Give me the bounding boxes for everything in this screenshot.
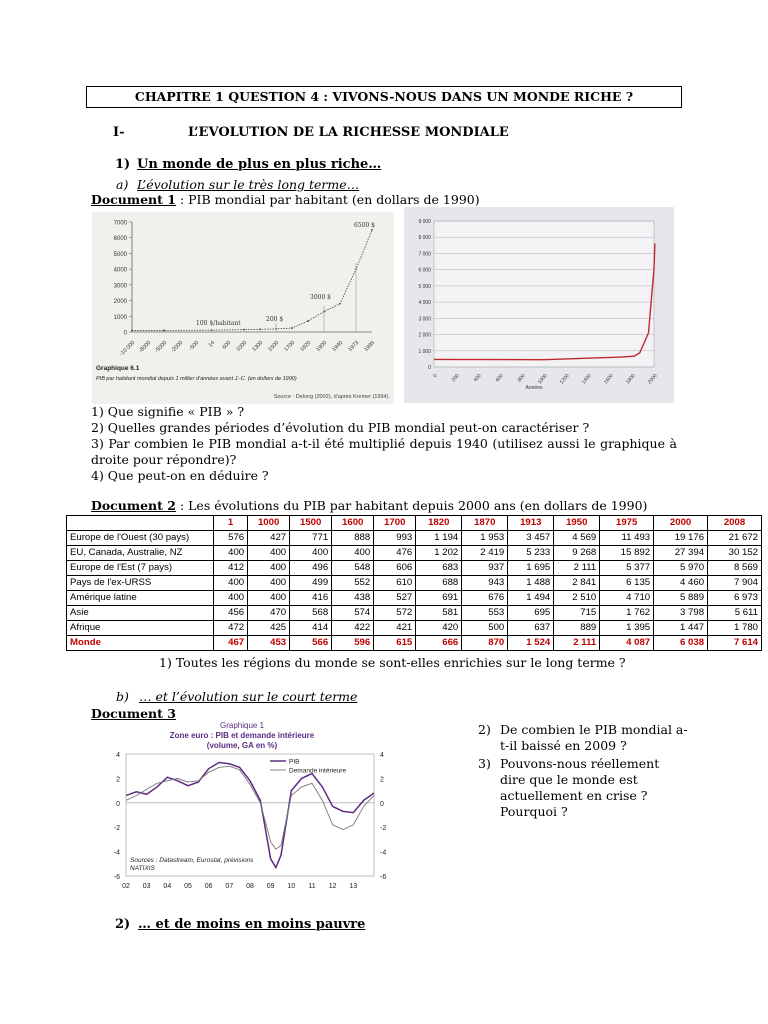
annotation: 200 $: [266, 316, 284, 323]
table-header-row: [67, 516, 762, 531]
y-tick-label: 2000: [113, 299, 127, 306]
table-cell: 27 394: [654, 546, 708, 561]
table-cell: 476: [374, 546, 416, 561]
table-column-header: 1950: [554, 516, 600, 531]
x-tick-label: 600: [221, 340, 233, 351]
table-cell: 5 377: [600, 561, 654, 576]
table-cell: 1 524: [508, 636, 554, 651]
subsection-title: Un monde de plus en plus riche…: [137, 157, 382, 172]
table-cell: 400: [214, 576, 248, 591]
subsection-b-title: … et l’évolution sur le court terme: [139, 689, 358, 704]
y-tick-label: 9 000: [418, 219, 431, 225]
table-cell: 552: [332, 576, 374, 591]
table-cell: 496: [290, 561, 332, 576]
series-line-pib: [126, 763, 374, 868]
document-1-heading: [91, 192, 480, 208]
table-cell: 6 135: [600, 576, 654, 591]
table-row: [67, 531, 762, 546]
subsection-a-title: L’évolution sur le très long terme…: [137, 177, 360, 192]
table-cell: 3 798: [654, 606, 708, 621]
table-column-header: 1913: [508, 516, 554, 531]
y-tick-label: 7000: [113, 220, 127, 227]
table-column-header: 2000: [654, 516, 708, 531]
table-cell: 6 038: [654, 636, 708, 651]
x-tick-label: 1300: [251, 340, 265, 353]
table-column-header: 2008: [708, 516, 762, 531]
data-point: [163, 330, 165, 332]
table-cell: 9 268: [554, 546, 600, 561]
x-tick-label: 03: [142, 883, 151, 890]
table-row: [67, 606, 762, 621]
document-1-label: Document 1: [91, 192, 176, 207]
document-2-heading: [91, 498, 647, 514]
question-number: 3): [478, 756, 491, 771]
x-tick-label: 2000: [646, 373, 659, 386]
table-cell: 596: [332, 636, 374, 651]
subsection-b-number: b): [116, 689, 129, 704]
table-cell: 427: [248, 531, 290, 546]
x-tick-label: 10: [287, 883, 296, 890]
gdp-table: [66, 515, 762, 651]
table-cell: 7 904: [708, 576, 762, 591]
table-cell: 683: [416, 561, 462, 576]
table-cell: 2 419: [462, 546, 508, 561]
table-cell: 4 087: [600, 636, 654, 651]
x-tick-label: 1000: [235, 340, 249, 353]
question-table: 1) Toutes les régions du monde se sont-elles enrichies sur le long terme ?: [159, 655, 626, 670]
table-cell: 4 569: [554, 531, 600, 546]
question-doc3-3: [478, 756, 688, 820]
table-row-label: Europe de l'Ouest (30 pays): [67, 531, 214, 546]
x-tick-label: -2000: [170, 340, 185, 355]
table-cell: 500: [462, 621, 508, 636]
x-tick-label: 1800: [624, 373, 637, 386]
x-tick-label: 1400: [580, 373, 593, 386]
x-tick-label: 06: [204, 883, 213, 890]
x-tick-label: 800: [516, 373, 527, 384]
caption-subtitle: PIB par habitant mondial depuis 1 millier d'années avant J.-C. (en dollars de 1990): [96, 376, 297, 382]
table-cell: 30 152: [708, 546, 762, 561]
table-cell: 453: [248, 636, 290, 651]
document-1-caption: : PIB mondial par habitant (en dollars de 1990): [175, 192, 480, 207]
table-column-header: 1975: [600, 516, 654, 531]
table-column-header: 1500: [290, 516, 332, 531]
data-point: [371, 229, 373, 231]
legend-label: Demande intérieure: [289, 767, 347, 775]
document-2-label: Document 2: [91, 498, 176, 513]
x-tick-label: 11: [308, 883, 316, 890]
subsection-2-number: 2): [115, 917, 131, 932]
table-cell: 1 202: [416, 546, 462, 561]
table-cell: 400: [248, 561, 290, 576]
data-point: [307, 320, 309, 322]
y-tick-label: 0: [428, 365, 431, 371]
table-cell: 400: [248, 576, 290, 591]
data-point: [243, 329, 245, 331]
table-row: [67, 561, 762, 576]
y-tick-label: 1 000: [418, 348, 431, 355]
table-cell: 3 457: [508, 531, 554, 546]
source-label: Sources : Datastream, Eurostat, prévisions: [130, 857, 254, 864]
x-tick-label: 1000: [536, 373, 549, 386]
y-tick-label: 5 000: [418, 283, 431, 290]
table-column-header: 1600: [332, 516, 374, 531]
y-tick-label: 3000: [113, 283, 127, 290]
table-cell: 937: [462, 561, 508, 576]
table-cell: 8 569: [708, 561, 762, 576]
table-row: [67, 546, 762, 561]
table-cell: 889: [554, 621, 600, 636]
legend-label: PIB: [289, 758, 300, 766]
y-tick-label: 4: [116, 752, 120, 759]
plot-area: [434, 221, 654, 367]
table-cell: 2 841: [554, 576, 600, 591]
table-row: [67, 636, 762, 651]
x-tick-label: 1995: [363, 340, 377, 353]
table-cell: 414: [290, 621, 332, 636]
y-tick-label: 4000: [113, 267, 127, 274]
x-tick-label: 1973: [347, 340, 361, 353]
x-tick-label: 1900: [315, 340, 329, 353]
question-text: De combien le PIB mondial a-t-il baissé en 2009 ?: [500, 722, 688, 753]
x-tick-label: 05: [184, 883, 192, 890]
y-tick-label: 2 000: [418, 332, 431, 339]
y-tick-label: 8 000: [418, 235, 431, 242]
table-cell: 4 710: [600, 591, 654, 606]
source-label: NATIXIS: [130, 865, 155, 872]
table-cell: 695: [508, 606, 554, 621]
table-cell: 400: [290, 546, 332, 561]
x-tick-label: 1200: [558, 373, 571, 386]
table-cell: 688: [416, 576, 462, 591]
chart-subtitle: (volume, GA en %): [206, 741, 278, 750]
table-cell: 1 488: [508, 576, 554, 591]
table-cell: 1 494: [508, 591, 554, 606]
questions-doc1: [91, 404, 677, 484]
table-cell: 21 672: [708, 531, 762, 546]
source-label: Source : Delong (2002), d'après Kremer (1994).: [273, 394, 390, 400]
data-point: [291, 327, 293, 329]
table-cell: 5 233: [508, 546, 554, 561]
x-tick-label: 07: [225, 883, 234, 890]
table-cell: 470: [248, 606, 290, 621]
table-cell: 2 510: [554, 591, 600, 606]
x-tick-label: 1500: [267, 340, 281, 353]
table-cell: 870: [462, 636, 508, 651]
chart-pib-photo: [404, 207, 674, 403]
table-column-header: 1870: [462, 516, 508, 531]
question-3: 3) Par combien le PIB mondial a-t-il été multiplié depuis 1940 (utilisez aussi le graphique à droite pour répondre)?: [91, 436, 677, 467]
table-cell: 11 493: [600, 531, 654, 546]
question-number: 2): [478, 722, 491, 737]
table-cell: 5 611: [708, 606, 762, 621]
table-row-label: Pays de l'ex-URSS: [67, 576, 214, 591]
table-cell: 581: [416, 606, 462, 621]
table-cell: 5 970: [654, 561, 708, 576]
table-cell: 676: [462, 591, 508, 606]
x-tick-label: -500: [188, 340, 201, 353]
table-row-label: Europe de l'Est (7 pays): [67, 561, 214, 576]
table-row: [67, 591, 762, 606]
x-tick-label: -8000: [138, 340, 153, 355]
x-tick-label: -5000: [154, 340, 169, 355]
chart-subtitle: Zone euro : PIB et demande intérieure: [169, 731, 315, 740]
y-tick-label: 2: [116, 776, 120, 784]
table-column-header: 1700: [374, 516, 416, 531]
y-tick-label: -2: [113, 825, 120, 833]
table-cell: 610: [374, 576, 416, 591]
table-cell: 576: [214, 531, 248, 546]
x-tick-label: 400: [472, 373, 483, 384]
table-cell: 2 111: [554, 636, 600, 651]
table-cell: 1 780: [708, 621, 762, 636]
table-cell: 606: [374, 561, 416, 576]
table-cell: 400: [214, 591, 248, 606]
table-cell: 771: [290, 531, 332, 546]
table-cell: 422: [332, 621, 374, 636]
question-doc3-2: [478, 722, 688, 754]
table-cell: 993: [374, 531, 416, 546]
subsection-number: 1): [115, 157, 131, 172]
page-title: CHAPITRE 1 QUESTION 4 : VIVONS-NOUS DANS UN MONDE RICHE ?: [86, 86, 682, 108]
table-cell: 1 194: [416, 531, 462, 546]
x-tick-label: 08: [246, 883, 254, 890]
table-cell: 715: [554, 606, 600, 621]
y-tick-label-right: -2: [380, 825, 387, 833]
x-tick-label: 1940: [331, 340, 345, 353]
table-cell: 7 614: [708, 636, 762, 651]
y-tick-label: 5000: [113, 251, 127, 258]
x-tick-label: 02: [122, 883, 130, 890]
question-text: Pouvons-nous réellement dire que le monde est actuellement en crise ? Pourquoi ?: [500, 756, 660, 819]
y-tick-label-right: -4: [380, 849, 387, 857]
data-line: [132, 230, 372, 331]
table-cell: 499: [290, 576, 332, 591]
table-cell: 19 176: [654, 531, 708, 546]
data-point: [259, 328, 261, 330]
table-row-label: Amérique latine: [67, 591, 214, 606]
data-point: [339, 303, 341, 305]
subsection-a-number: a): [116, 177, 129, 192]
y-tick-label: 6000: [113, 236, 127, 243]
x-axis-label: Années: [525, 385, 543, 391]
x-tick-label: -10 000: [118, 340, 137, 358]
section-title: L’EVOLUTION DE LA RICHESSE MONDIALE: [188, 125, 509, 140]
y-tick-label: 0: [123, 330, 127, 337]
table-row: [67, 621, 762, 636]
table-row-label: Afrique: [67, 621, 214, 636]
chart-eurozone-svg: [92, 718, 392, 894]
table-corner: [67, 516, 214, 531]
x-tick-label: 09: [266, 883, 275, 890]
table-cell: 5 889: [654, 591, 708, 606]
table-cell: 527: [374, 591, 416, 606]
subsection-2-title: … et de moins en moins pauvre: [138, 917, 366, 932]
table-column-header: 1: [214, 516, 248, 531]
table-cell: 400: [248, 591, 290, 606]
data-point: [131, 330, 133, 332]
y-tick-label: -6: [113, 874, 120, 881]
table-row-label: Asie: [67, 606, 214, 621]
y-tick-label: 3 000: [418, 316, 431, 323]
x-tick-label: 12: [328, 883, 337, 890]
annotation: 100 $/habitant: [196, 319, 241, 327]
x-tick-label: 600: [494, 373, 505, 384]
table-row: [67, 576, 762, 591]
table-cell: 472: [214, 621, 248, 636]
x-tick-label: 1820: [299, 340, 313, 353]
table-cell: 2 111: [554, 561, 600, 576]
table-cell: 615: [374, 636, 416, 651]
x-tick-label: 13: [349, 883, 358, 890]
question-1: 1) Que signifie « PIB » ?: [91, 404, 245, 419]
x-tick-label: 1600: [602, 373, 615, 386]
table-cell: 438: [332, 591, 374, 606]
chart-pib-photo-svg: [404, 207, 674, 403]
y-tick-label: -4: [113, 849, 120, 857]
table-cell: 637: [508, 621, 554, 636]
table-cell: 574: [332, 606, 374, 621]
table-cell: 15 892: [600, 546, 654, 561]
table-cell: 1 953: [462, 531, 508, 546]
y-tick-label: 6 000: [418, 267, 431, 274]
table-cell: 467: [214, 636, 248, 651]
chart-eurozone: [92, 718, 392, 894]
table-cell: 412: [214, 561, 248, 576]
table-cell: 425: [248, 621, 290, 636]
chart-pib-longterm-scan: [92, 212, 394, 404]
section-number: I-: [113, 125, 125, 140]
annotation: 3000 $: [310, 293, 331, 301]
y-tick-label-right: -6: [380, 874, 387, 881]
x-tick-label: 200: [450, 373, 461, 384]
table-cell: 888: [332, 531, 374, 546]
table-cell: 691: [416, 591, 462, 606]
x-tick-label: 04: [163, 883, 172, 890]
table-column-header: 1000: [248, 516, 290, 531]
data-point: [211, 329, 213, 331]
x-tick-label: 14: [207, 340, 217, 349]
caption-title: Graphique 6.1: [96, 365, 140, 372]
y-tick-label: 1000: [113, 314, 127, 321]
question-2: 2) Quelles grandes périodes d’évolution du PIB mondial peut-on caractériser ?: [91, 420, 590, 435]
table-cell: 548: [332, 561, 374, 576]
y-tick-label: 4 000: [418, 300, 431, 307]
table-cell: 1 447: [654, 621, 708, 636]
table-cell: 400: [214, 546, 248, 561]
table-cell: 420: [416, 621, 462, 636]
table-cell: 1 395: [600, 621, 654, 636]
x-tick-label: 0: [432, 373, 439, 379]
document-3-label: Document 3: [91, 706, 176, 721]
table-cell: 456: [214, 606, 248, 621]
table-cell: 6 973: [708, 591, 762, 606]
question-4: 4) Que peut-on en déduire ?: [91, 468, 269, 483]
annotation: 6500 $: [354, 221, 375, 229]
table-cell: 400: [248, 546, 290, 561]
questions-doc3: [478, 722, 688, 820]
document-2-caption: : Les évolutions du PIB par habitant depuis 2000 ans (en dollars de 1990): [175, 498, 648, 513]
table-row-label: EU, Canada, Australie, NZ: [67, 546, 214, 561]
table-cell: 416: [290, 591, 332, 606]
table-cell: 1 762: [600, 606, 654, 621]
table-cell: 400: [332, 546, 374, 561]
x-tick-label: 1700: [283, 340, 297, 353]
y-tick-label-right: 4: [380, 752, 384, 759]
table-column-header: 1820: [416, 516, 462, 531]
table-cell: 943: [462, 576, 508, 591]
table-cell: 1 695: [508, 561, 554, 576]
y-tick-label-right: 2: [380, 776, 384, 784]
table-cell: 421: [374, 621, 416, 636]
y-tick-label: 7 000: [418, 251, 431, 258]
chart-pib-longterm-svg: [92, 212, 394, 404]
chart-title: Graphique 1: [219, 721, 265, 730]
table-cell: 666: [416, 636, 462, 651]
table-cell: 4 460: [654, 576, 708, 591]
y-tick-label: 0: [116, 800, 120, 808]
table-cell: 572: [374, 606, 416, 621]
table-cell: 566: [290, 636, 332, 651]
table-cell: 568: [290, 606, 332, 621]
table-cell: 553: [462, 606, 508, 621]
y-tick-label-right: 0: [380, 800, 384, 808]
table-row-label: Monde: [67, 636, 214, 651]
